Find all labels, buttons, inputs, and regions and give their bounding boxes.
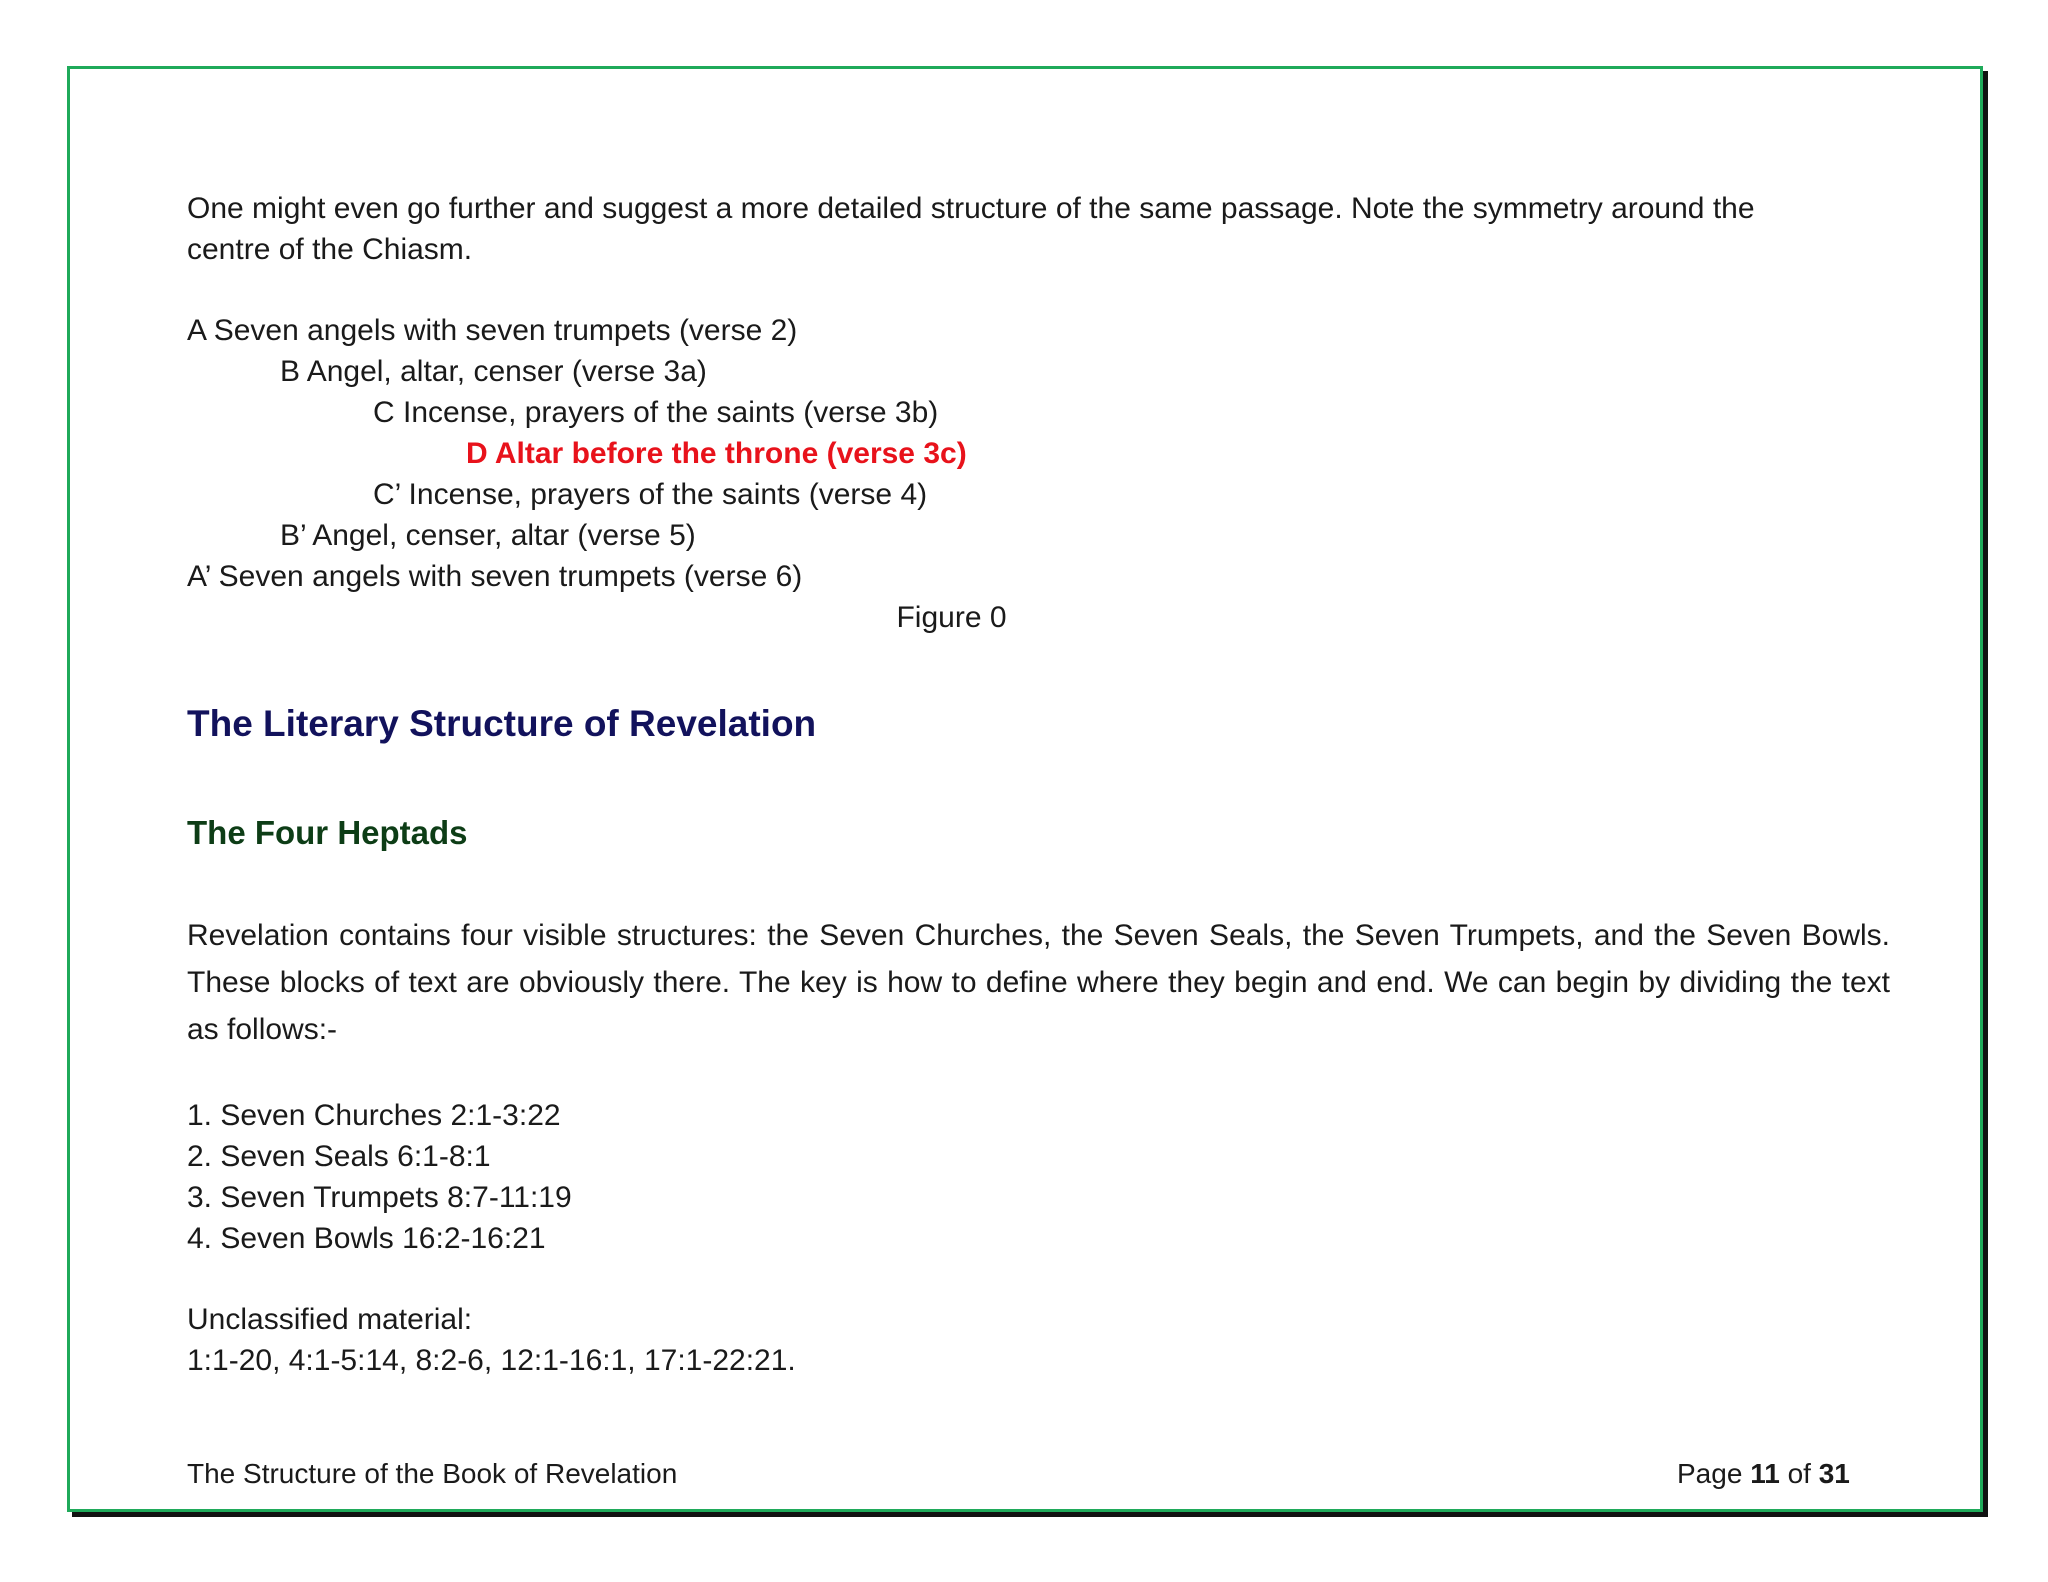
chiasm-line-b-prime: B’ Angel, censer, altar (verse 5)	[280, 519, 696, 552]
chiasm-line-b: B Angel, altar, censer (verse 3a)	[280, 355, 707, 388]
chiasm-line-d-center: D Altar before the throne (verse 3c)	[466, 437, 967, 470]
heptad-list	[187, 1095, 572, 1259]
unclassified-refs: 1:1-20, 4:1-5:14, 8:2-6, 12:1-16:1, 17:1-22:21.	[187, 1344, 796, 1377]
chiasm-line-c: C Incense, prayers of the saints (verse 3b)	[373, 396, 939, 429]
footer-page-number	[1677, 1455, 1850, 1493]
footer-page-word: Page	[1677, 1458, 1743, 1489]
figure-caption: Figure 0	[896, 601, 1007, 634]
chiasm-structure	[187, 310, 1890, 597]
body-paragraph: Revelation contains four visible structures: the Seven Churches, the Seven Seals, the Seven Trumpets, and the Seven Bowls. These blocks of text are obviously there. The key is how to define where they begin and end. We can begin by dividing the text as follows:-	[187, 919, 1890, 1046]
footer-page-total: 31	[1818, 1458, 1850, 1489]
intro-paragraph	[187, 188, 1890, 270]
intro-line-1: One might even go further and suggest a more detailed structure of the same passage. Note the symmetry around the	[187, 192, 1755, 225]
list-item: 1. Seven Churches 2:1-3:22	[187, 1099, 561, 1132]
chiasm-line-a: A Seven angels with seven trumpets (verse 2)	[187, 314, 798, 347]
footer-title: The Structure of the Book of Revelation	[187, 1458, 678, 1489]
unclassified-label: Unclassified material:	[187, 1303, 473, 1336]
intro-line-2: centre of the Chiasm.	[187, 233, 473, 266]
chiasm-line-c-prime: C’ Incense, prayers of the saints (verse 4)	[373, 478, 928, 511]
list-item: 2. Seven Seals 6:1-8:1	[187, 1140, 491, 1173]
page-frame	[67, 66, 1983, 1512]
footer-of-word: of	[1787, 1458, 1811, 1489]
unclassified-block	[187, 1299, 796, 1381]
list-item: 3. Seven Trumpets 8:7-11:19	[187, 1181, 572, 1214]
section-heading: The Literary Structure of Revelation	[187, 703, 817, 744]
chiasm-line-a-prime: A’ Seven angels with seven trumpets (verse 6)	[187, 560, 803, 593]
footer-page-current: 11	[1750, 1458, 1780, 1489]
subsection-heading: The Four Heptads	[187, 814, 468, 851]
list-item: 4. Seven Bowls 16:2-16:21	[187, 1222, 546, 1255]
